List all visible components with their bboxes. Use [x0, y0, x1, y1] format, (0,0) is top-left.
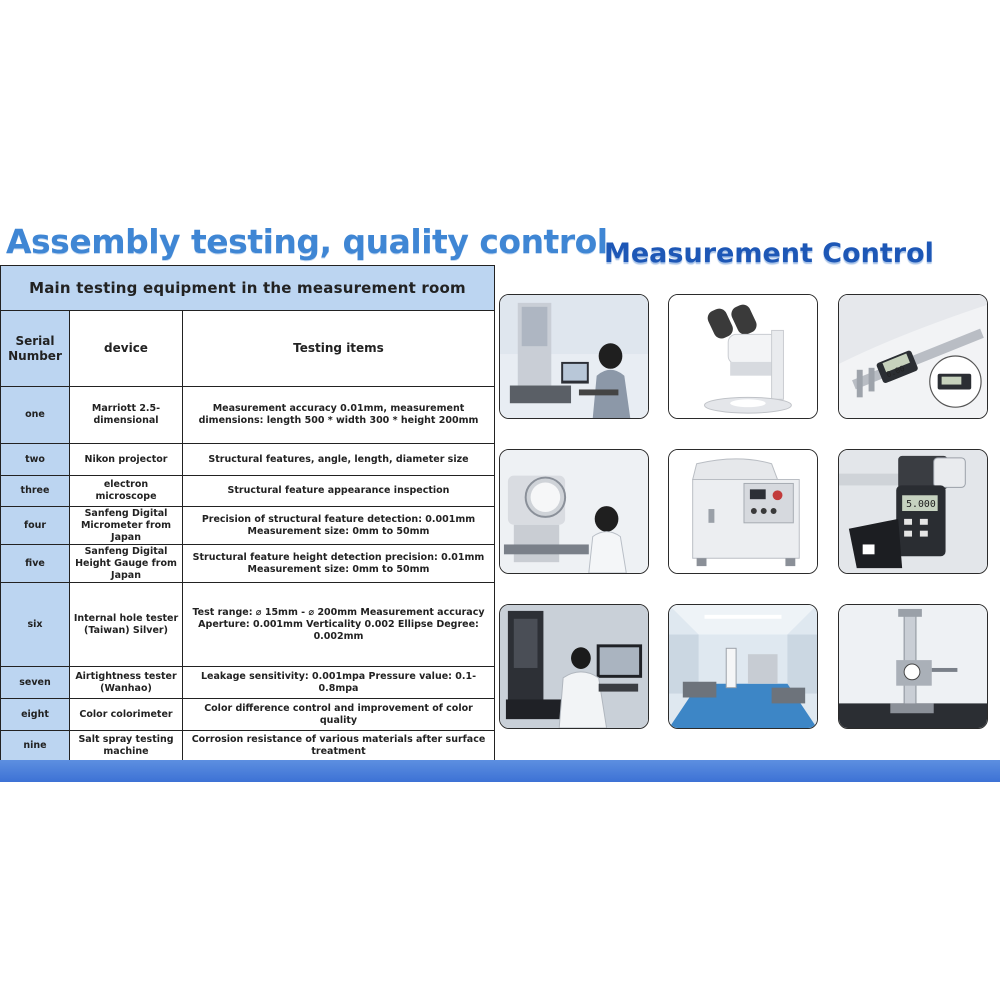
page-title-right: Measurement Control: [604, 238, 934, 269]
row-device: Sanfeng Digital Micrometer from Japan: [70, 507, 183, 545]
page-title-left: Assembly testing, quality control: [6, 222, 608, 261]
photo-digital-caliper: [838, 294, 988, 419]
micrometer-display: 5.000: [906, 499, 936, 511]
table-row: [1, 444, 495, 476]
row-serial: five: [1, 545, 70, 583]
row-serial: six: [1, 583, 70, 667]
table-header-row: [1, 311, 495, 387]
row-device: Marriott 2.5-dimensional: [70, 387, 183, 444]
row-items: Precision of structural feature detection: 0.001mm Measurement size: 0mm to 50mm: [183, 507, 495, 545]
row-items: Leakage sensitivity: 0.001mpa Pressure value: 0.1-0.8mpa: [183, 667, 495, 699]
row-device: Nikon projector: [70, 444, 183, 476]
row-device: Salt spray testing machine: [70, 731, 183, 762]
row-serial: seven: [1, 667, 70, 699]
row-items: Corrosion resistance of various materials after surface treatment: [183, 731, 495, 762]
photo-height-gauge: [838, 604, 988, 729]
photo-stereo-microscope: [668, 294, 818, 419]
table-row: [1, 699, 495, 731]
photo-profile-projector: [499, 449, 649, 574]
column-header-serial: Serial Number: [1, 311, 70, 387]
photo-salt-spray-chamber: [668, 449, 818, 574]
table-caption: Main testing equipment in the measurement room: [1, 266, 495, 311]
row-device: electron microscope: [70, 476, 183, 507]
row-serial: one: [1, 387, 70, 444]
row-serial: nine: [1, 731, 70, 762]
row-items: Color difference control and improvement of color quality: [183, 699, 495, 731]
footer-stripe: [0, 760, 1000, 782]
photo-measurement-room: [668, 604, 818, 729]
photo-vision-measuring-machine: [499, 294, 649, 419]
photo-inspection-workstation: [499, 604, 649, 729]
column-header-device: device: [70, 311, 183, 387]
table-row: [1, 731, 495, 762]
table-row: [1, 545, 495, 583]
row-device: Sanfeng Digital Height Gauge from Japan: [70, 545, 183, 583]
row-device: Color colorimeter: [70, 699, 183, 731]
table-row: [1, 476, 495, 507]
equipment-table: [0, 265, 495, 762]
table-row: [1, 387, 495, 444]
column-header-items: Testing items: [183, 311, 495, 387]
row-items: Test range: ⌀ 15mm - ⌀ 200mm Measurement accuracy Aperture: 0.001mm Verticality 0.002 Ellipse Degree: 0.002mm: [183, 583, 495, 667]
table-row: [1, 583, 495, 667]
row-serial: two: [1, 444, 70, 476]
row-device: Airtightness tester (Wanhao): [70, 667, 183, 699]
row-items: Measurement accuracy 0.01mm, measurement dimensions: length 500 * width 300 * height 200mm: [183, 387, 495, 444]
row-device: Internal hole tester (Taiwan) Silver): [70, 583, 183, 667]
row-serial: eight: [1, 699, 70, 731]
row-items: Structural feature height detection precision: 0.01mm Measurement size: 0mm to 50mm: [183, 545, 495, 583]
caliper-display: 0.00: [885, 363, 907, 380]
row-serial: three: [1, 476, 70, 507]
photo-digital-micrometer: [838, 449, 988, 574]
table-row: [1, 507, 495, 545]
row-items: Structural features, angle, length, diameter size: [183, 444, 495, 476]
row-serial: four: [1, 507, 70, 545]
row-items: Structural feature appearance inspection: [183, 476, 495, 507]
table-row: [1, 667, 495, 699]
